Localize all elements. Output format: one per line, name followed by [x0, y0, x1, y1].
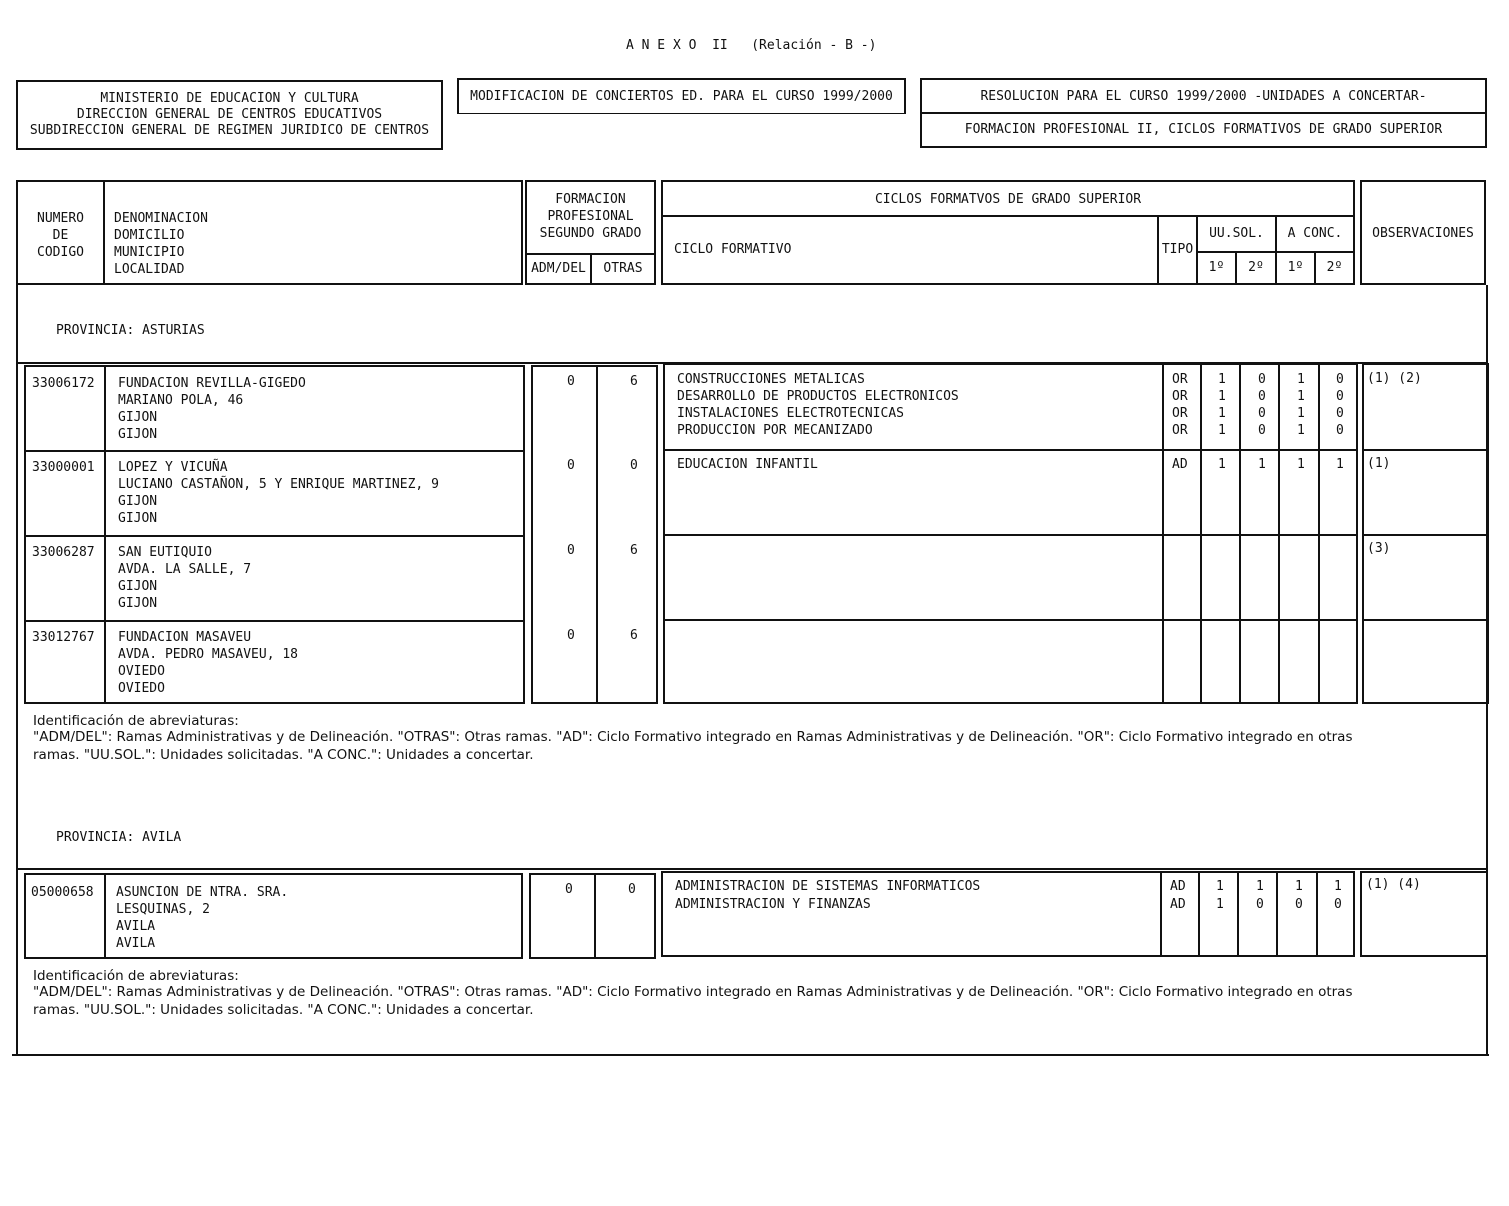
- column-header-obs: [1360, 180, 1486, 285]
- col-municipio: MUNICIPIO: [114, 245, 185, 260]
- ciclo-tipo: AD: [1170, 897, 1186, 912]
- divider: [596, 367, 598, 702]
- sol-2-value: 1: [1258, 457, 1266, 472]
- center-code: 33006172: [32, 376, 95, 391]
- divider: [665, 534, 1356, 536]
- adm-value: 0: [565, 882, 573, 897]
- ciclo-name: DESARROLLO DE PRODUCTOS ELECTRONICOS: [677, 389, 959, 404]
- col-numero: NUMERO: [37, 211, 84, 226]
- divider: [26, 620, 523, 622]
- divider: [1318, 365, 1320, 702]
- modification-header-box: [457, 78, 906, 114]
- center-name: SAN EUTIQUIO: [118, 545, 212, 560]
- center-address: LUCIANO CASTAÑON, 5 Y ENRIQUE MARTINEZ, 9: [118, 477, 439, 492]
- center-name: ASUNCION DE NTRA. SRA.: [116, 885, 289, 900]
- otras-value: 6: [630, 374, 638, 389]
- conc-2-value: 0: [1336, 389, 1344, 404]
- ciclo-tipo: AD: [1172, 457, 1188, 472]
- center-address: AVDA. LA SALLE, 7: [118, 562, 252, 577]
- fp-values-table: [529, 873, 656, 959]
- conc-1-value: 1: [1297, 406, 1305, 421]
- otras-value: 0: [630, 458, 638, 473]
- conc-1-value: 1: [1297, 423, 1305, 438]
- col-ciclos-title: CICLOS FORMATVOS DE GRADO SUPERIOR: [874, 192, 1142, 207]
- fp-title: FORMACION PROFESIONAL II, CICLOS FORMATIVOS DE GRADO SUPERIOR: [964, 122, 1443, 137]
- col-conc-1: 1º: [1287, 260, 1304, 275]
- center-code: 33006287: [32, 545, 95, 560]
- col-localidad: LOCALIDAD: [114, 262, 185, 277]
- col-fp-2: PROFESIONAL: [547, 209, 634, 224]
- conc-1-value: 1: [1297, 372, 1305, 387]
- col-denominacion: DENOMINACION: [114, 211, 208, 226]
- conc-2-value: 0: [1336, 372, 1344, 387]
- sol-1-value: 1: [1218, 406, 1226, 421]
- otras-value: 6: [630, 543, 638, 558]
- ciclo-name: INSTALACIONES ELECTROTECNICAS: [677, 406, 904, 421]
- sol-1-value: 1: [1218, 389, 1226, 404]
- ciclo-tipo: AD: [1170, 879, 1186, 894]
- abbrev-line: ramas. "UU.SOL.": Unidades solicitadas. "A CONC.": Unidades a concertar.: [33, 747, 534, 763]
- conc-2-value: 1: [1336, 457, 1344, 472]
- divider: [1162, 365, 1164, 702]
- divider: [1200, 365, 1202, 702]
- col-otras: OTRAS: [603, 261, 643, 276]
- sol-1-value: 1: [1218, 457, 1226, 472]
- sol-2-value: 0: [1258, 406, 1266, 421]
- section-divider: [16, 868, 1488, 870]
- ministry-header-box: [16, 80, 443, 150]
- center-name: LOPEZ Y VICUÑA: [118, 460, 228, 475]
- divider: [1276, 873, 1278, 955]
- ciclo-name: PRODUCCION POR MECANIZADO: [677, 423, 873, 438]
- center-address: MARIANO POLA, 46: [118, 393, 244, 408]
- bottom-border: [12, 1054, 1489, 1056]
- col-observaciones: OBSERVACIONES: [1372, 226, 1474, 241]
- center-localidad: GIJON: [118, 511, 158, 526]
- col-codigo: CODIGO: [37, 245, 84, 260]
- province-label: PROVINCIA: AVILA: [56, 830, 182, 845]
- divider: [1239, 365, 1241, 702]
- observation: (1): [1367, 456, 1391, 471]
- center-municipio: OVIEDO: [118, 664, 165, 679]
- resolution-header-box: [920, 78, 1487, 148]
- divider: [922, 112, 1485, 114]
- divider: [26, 535, 523, 537]
- conc-2-value: 1: [1334, 879, 1342, 894]
- sol-2-value: 0: [1258, 372, 1266, 387]
- sol-1-value: 1: [1216, 879, 1224, 894]
- ciclo-name: CONSTRUCCIONES METALICAS: [677, 372, 865, 387]
- center-municipio: GIJON: [118, 494, 158, 509]
- col-sol-1: 1º: [1208, 260, 1225, 275]
- center-name: FUNDACION MASAVEU: [118, 630, 252, 645]
- ciclo-tipo: OR: [1172, 406, 1188, 421]
- abbrev-line: ramas. "UU.SOL.": Unidades solicitadas. "A CONC.": Unidades a concertar.: [33, 1002, 534, 1018]
- conc-1-value: 1: [1297, 457, 1305, 472]
- center-name: FUNDACION REVILLA-GIGEDO: [118, 376, 306, 391]
- adm-value: 0: [567, 458, 575, 473]
- ministry-line: MINISTERIO DE EDUCACION Y CULTURA: [100, 91, 359, 106]
- conc-2-value: 0: [1334, 897, 1342, 912]
- fp-values-table: [531, 365, 658, 704]
- center-code: 33012767: [32, 630, 95, 645]
- sol-1-value: 1: [1216, 897, 1224, 912]
- adm-value: 0: [567, 374, 575, 389]
- page-title: A N E X O II (Relación - B -): [626, 38, 877, 53]
- divider: [26, 450, 523, 452]
- abbrev-line: "ADM/DEL": Ramas Administrativas y de Delineación. "OTRAS": Otras ramas. "AD": Ciclo Formativo integrado en Ramas Administrativas y de Delineación. "OR": Ciclo Formativo integrado en otras: [33, 729, 1353, 745]
- obs-table: [1362, 363, 1489, 704]
- modification-title: MODIFICACION DE CONCIERTOS ED. PARA EL CURSO 1999/2000: [470, 89, 893, 104]
- col-tipo: TIPO: [1161, 242, 1194, 257]
- adm-value: 0: [567, 543, 575, 558]
- sol-2-value: 1: [1256, 879, 1264, 894]
- col-adm-del: ADM/DEL: [531, 261, 586, 276]
- center-municipio: GIJON: [118, 579, 158, 594]
- section-border: [16, 285, 18, 703]
- conc-2-value: 0: [1336, 406, 1344, 421]
- col-de: DE: [52, 228, 69, 243]
- divider: [1278, 365, 1280, 702]
- divider: [1196, 251, 1353, 253]
- ciclo-tipo: OR: [1172, 389, 1188, 404]
- abbrev-title: Identificación de abreviaturas:: [33, 713, 239, 729]
- sol-2-value: 0: [1258, 423, 1266, 438]
- divider: [1316, 873, 1318, 955]
- column-header-ciclos: [661, 180, 1355, 285]
- col-uu-sol: UU.SOL.: [1209, 226, 1264, 241]
- divider: [665, 449, 1356, 451]
- observation: (1) (4): [1366, 877, 1421, 892]
- center-localidad: OVIEDO: [118, 681, 165, 696]
- center-address: LESQUINAS, 2: [116, 902, 210, 917]
- col-sol-2: 2º: [1248, 260, 1264, 275]
- col-conc-2: 2º: [1326, 260, 1343, 275]
- subdirection-line: SUBDIRECCION GENERAL DE REGIMEN JURIDICO DE CENTROS: [29, 123, 430, 138]
- divider: [1198, 873, 1200, 955]
- direction-line: DIRECCION GENERAL DE CENTROS EDUCATIVOS: [76, 107, 383, 122]
- center-municipio: AVILA: [116, 919, 156, 934]
- column-header-fp: [525, 180, 656, 285]
- ciclo-name: EDUCACION INFANTIL: [677, 457, 818, 472]
- divider: [1364, 449, 1488, 451]
- adm-value: 0: [567, 628, 575, 643]
- sol-1-value: 1: [1218, 372, 1226, 387]
- conc-2-value: 0: [1336, 423, 1344, 438]
- col-a-conc: A CONC.: [1287, 226, 1343, 241]
- conc-1-value: 1: [1295, 879, 1303, 894]
- center-localidad: AVILA: [116, 936, 156, 951]
- observation: (1) (2): [1367, 371, 1422, 386]
- divider: [1160, 873, 1162, 955]
- sol-2-value: 0: [1258, 389, 1266, 404]
- divider: [1364, 534, 1488, 536]
- abbrev-line: "ADM/DEL": Ramas Administrativas y de Delineación. "OTRAS": Otras ramas. "AD": Ciclo Formativo integrado en Ramas Administrativas y de Delineación. "OR": Ciclo Formativo integrado en otras: [33, 984, 1353, 1000]
- divider: [1237, 873, 1239, 955]
- divider: [594, 875, 596, 957]
- sol-1-value: 1: [1218, 423, 1226, 438]
- otras-value: 6: [630, 628, 638, 643]
- divider: [665, 619, 1356, 621]
- conc-1-value: 0: [1295, 897, 1303, 912]
- resolution-title: RESOLUCION PARA EL CURSO 1999/2000 -UNIDADES A CONCERTAR-: [980, 89, 1427, 104]
- center-code: 05000658: [31, 885, 94, 900]
- ciclo-name: ADMINISTRACION DE SISTEMAS INFORMATICOS: [675, 879, 981, 894]
- center-localidad: GIJON: [118, 596, 158, 611]
- divider: [663, 215, 1353, 217]
- section-border: [16, 703, 18, 1055]
- center-code: 33000001: [32, 460, 95, 475]
- ciclo-name: ADMINISTRACION Y FINANZAS: [675, 897, 871, 912]
- center-municipio: GIJON: [118, 410, 158, 425]
- province-label: PROVINCIA: ASTURIAS: [56, 323, 205, 338]
- divider: [1364, 619, 1488, 621]
- ciclo-tipo: OR: [1172, 372, 1188, 387]
- observation: (3): [1367, 541, 1391, 556]
- sol-2-value: 0: [1256, 897, 1264, 912]
- divider: [104, 875, 106, 957]
- col-fp-3: SEGUNDO GRADO: [539, 226, 642, 241]
- col-ciclo: CICLO FORMATIVO: [674, 242, 792, 257]
- col-domicilio: DOMICILIO: [114, 228, 185, 243]
- center-localidad: GIJON: [118, 427, 158, 442]
- divider: [103, 182, 105, 283]
- ciclo-tipo: OR: [1172, 423, 1188, 438]
- otras-value: 0: [628, 882, 636, 897]
- column-header-center: [16, 180, 523, 285]
- col-fp-1: FORMACION: [555, 192, 626, 207]
- abbrev-title: Identificación de abreviaturas:: [33, 968, 239, 984]
- conc-1-value: 1: [1297, 389, 1305, 404]
- center-address: AVDA. PEDRO MASAVEU, 18: [118, 647, 299, 662]
